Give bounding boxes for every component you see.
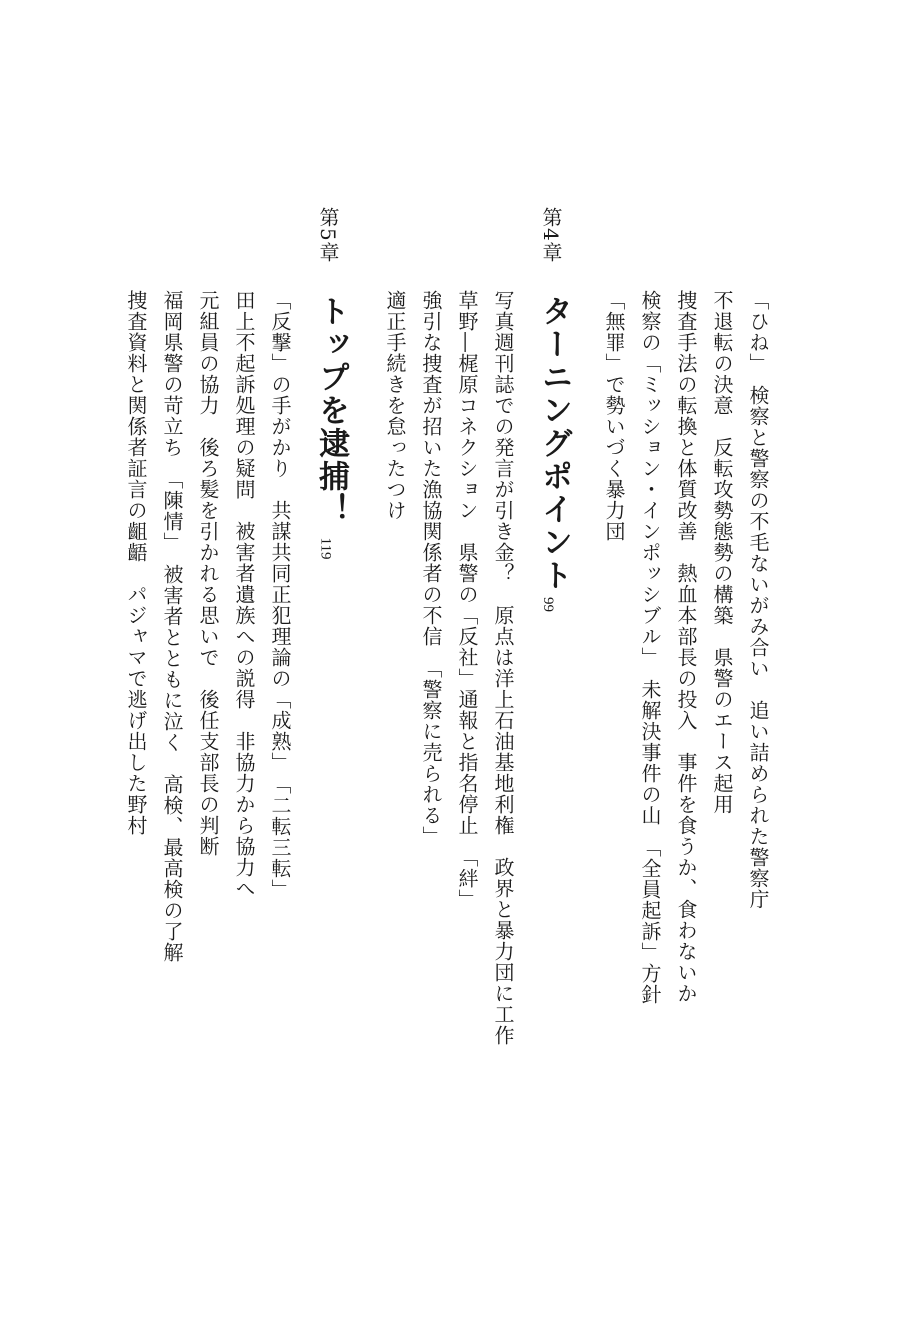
chapter-title[interactable]: ターニングポイント [536, 295, 572, 592]
chapter-label: 第5章 [316, 207, 340, 263]
toc-entry[interactable]: 「反撃」の手がかり 共謀共同正犯理論の「成熟」 「二転三転」 [268, 290, 292, 900]
toc-entry[interactable]: 不退転の決意 反転攻勢態勢の構築 県警のエース起用 [710, 290, 734, 815]
toc-entry[interactable]: 「無罪」で勢いづく暴力団 [602, 290, 626, 542]
page-number: 99 [540, 597, 556, 612]
toc-entry[interactable]: 「ひね」 検察と警察の不毛ないがみ合い 追い詰められた警察庁 [746, 290, 770, 910]
page-number: 119 [317, 537, 334, 560]
toc-entry[interactable]: 田上不起訴処理の疑問 被害者遺族への説得 非協力から協力へ [232, 290, 256, 899]
chapter-title[interactable]: トップを逮捕！ [313, 295, 349, 526]
toc-entry[interactable]: 福岡県警の苛立ち 「陳情」 被害者とともに泣く 高検、最高検の了解 [160, 290, 184, 963]
toc-entry[interactable]: 写真週刊誌での発言が引き金？ 原点は洋上石油基地利権 政界と暴力団に工作 [491, 290, 515, 1046]
toc-entry[interactable]: 検察の「ミッション・インポッシブル」 未解決事件の山 「全員起訴」方針 [638, 290, 662, 1005]
toc-entry[interactable]: 元組員の協力 後ろ髪を引かれる思いで 後任支部長の判断 [196, 290, 220, 857]
toc-entry[interactable]: 捜査手法の転換と体質改善 熱血本部長の投入 事件を食うか、食わないか [674, 290, 698, 1004]
toc-entry[interactable]: 強引な捜査が招いた漁協関係者の不信 「警察に売られる」 [419, 290, 443, 847]
chapter-label: 第4章 [539, 207, 563, 263]
toc-entry[interactable]: 草野―梶原コネクション 県警の「反社」通報と指名停止 「絆」 [455, 290, 479, 910]
toc-entry[interactable]: 捜査資料と関係者証言の齟齬 パジャマで逃げ出した野村 [124, 290, 148, 836]
toc-entry[interactable]: 適正手続きを怠ったつけ [383, 290, 407, 521]
